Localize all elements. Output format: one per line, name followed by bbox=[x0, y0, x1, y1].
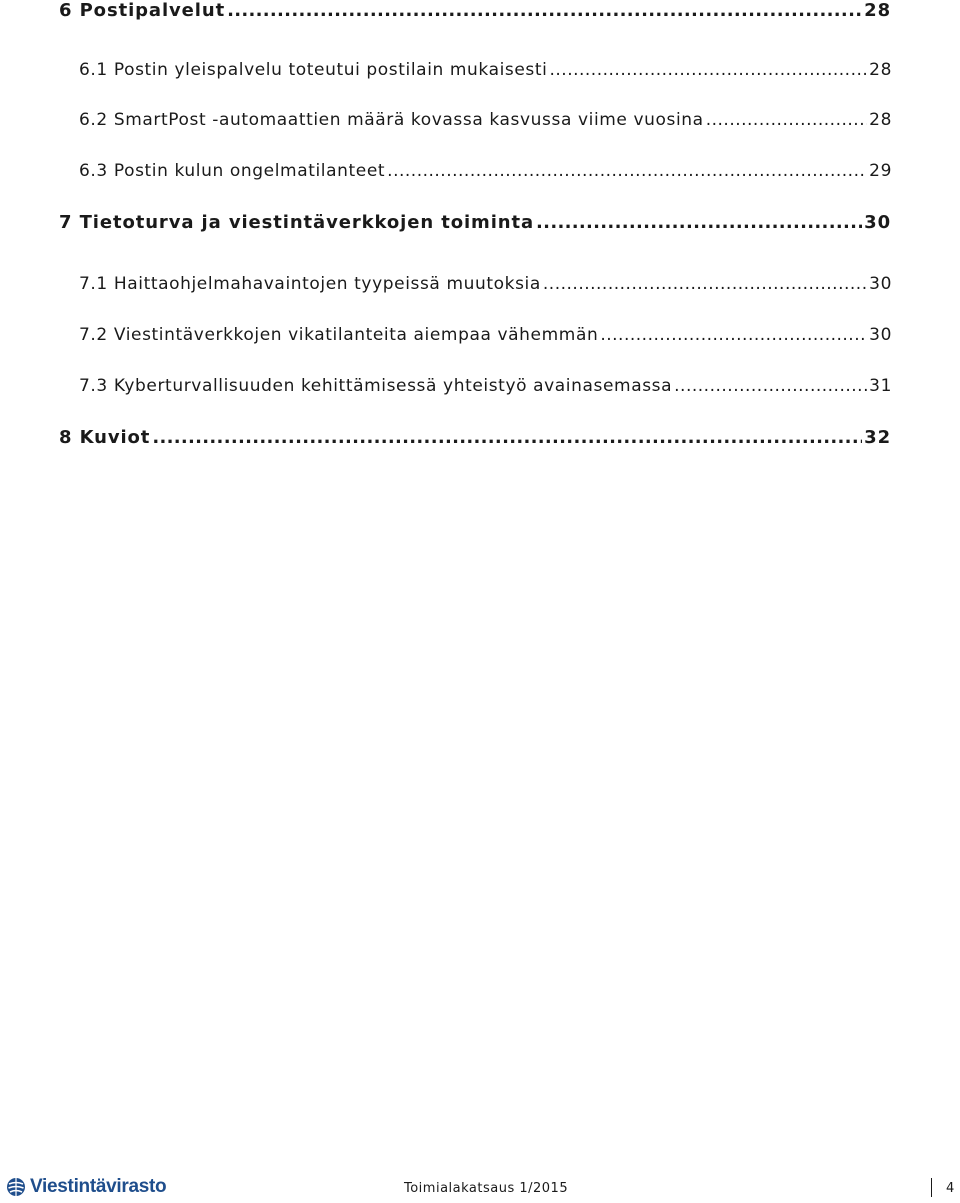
toc-dot-leader bbox=[706, 110, 867, 130]
toc-entry-title: 6 Postipalvelut bbox=[59, 0, 226, 21]
toc-entry-title: 7 Tietoturva ja viestintäverkkojen toiminta bbox=[59, 212, 535, 233]
toc-dot-leader bbox=[387, 161, 867, 181]
toc-entry-chapter-7[interactable] bbox=[59, 212, 891, 233]
toc-entry-page: 32 bbox=[864, 427, 891, 448]
toc-dot-leader bbox=[152, 427, 862, 448]
toc-entry-page: 28 bbox=[869, 60, 892, 80]
toc-entry-title: 7.1 Haittaohjelmahavaintojen tyypeissä muutoksia bbox=[79, 274, 541, 294]
toc-entry-section-7-2[interactable] bbox=[79, 325, 892, 345]
toc-entry-title: 7.3 Kyberturvallisuuden kehittämisessä yhteistyö avainasemassa bbox=[79, 376, 673, 396]
toc-dot-leader bbox=[674, 376, 867, 396]
toc-entry-page: 31 bbox=[869, 376, 892, 396]
toc-entry-page: 30 bbox=[864, 212, 891, 233]
toc-dot-leader bbox=[227, 0, 862, 21]
toc-dot-leader bbox=[549, 60, 867, 80]
toc-entry-title: 6.3 Postin kulun ongelmatilanteet bbox=[79, 161, 386, 181]
logo-wordmark: Viestintävirasto bbox=[30, 1176, 167, 1197]
toc-entry-section-6-1[interactable] bbox=[79, 60, 892, 80]
toc-entry-page: 28 bbox=[864, 0, 891, 21]
footer-page-number: 4 bbox=[946, 1181, 955, 1196]
toc-dot-leader bbox=[600, 325, 867, 345]
toc-dot-leader bbox=[536, 212, 862, 233]
toc-entry-page: 30 bbox=[869, 274, 892, 294]
toc-entry-title: 7.2 Viestintäverkkojen vikatilanteita aiempaa vähemmän bbox=[79, 325, 599, 345]
toc-entry-chapter-8[interactable] bbox=[59, 427, 891, 448]
toc-entry-page: 28 bbox=[869, 110, 892, 130]
toc-entry-title: 6.1 Postin yleispalvelu toteutui postilain mukaisesti bbox=[79, 60, 548, 80]
toc-entry-section-6-3[interactable] bbox=[79, 161, 892, 181]
toc-dot-leader bbox=[543, 274, 867, 294]
toc-entry-section-7-3[interactable] bbox=[79, 376, 892, 396]
toc-entry-chapter-6[interactable] bbox=[59, 0, 891, 21]
footer-document-name: Toimialakatsaus 1/2015 bbox=[404, 1181, 569, 1196]
toc-entry-title: 6.2 SmartPost -automaattien määrä kovassa kasvussa viime vuosina bbox=[79, 110, 704, 130]
toc-entry-section-7-1[interactable] bbox=[79, 274, 892, 294]
globe-logo-icon bbox=[6, 1177, 26, 1197]
toc-entry-page: 29 bbox=[869, 161, 892, 181]
toc-entry-title: 8 Kuviot bbox=[59, 427, 151, 448]
toc-entry-page: 30 bbox=[869, 325, 892, 345]
toc-entry-section-6-2[interactable] bbox=[79, 110, 892, 130]
footer-divider bbox=[931, 1178, 932, 1197]
viestintavirasto-logo bbox=[6, 1174, 166, 1200]
